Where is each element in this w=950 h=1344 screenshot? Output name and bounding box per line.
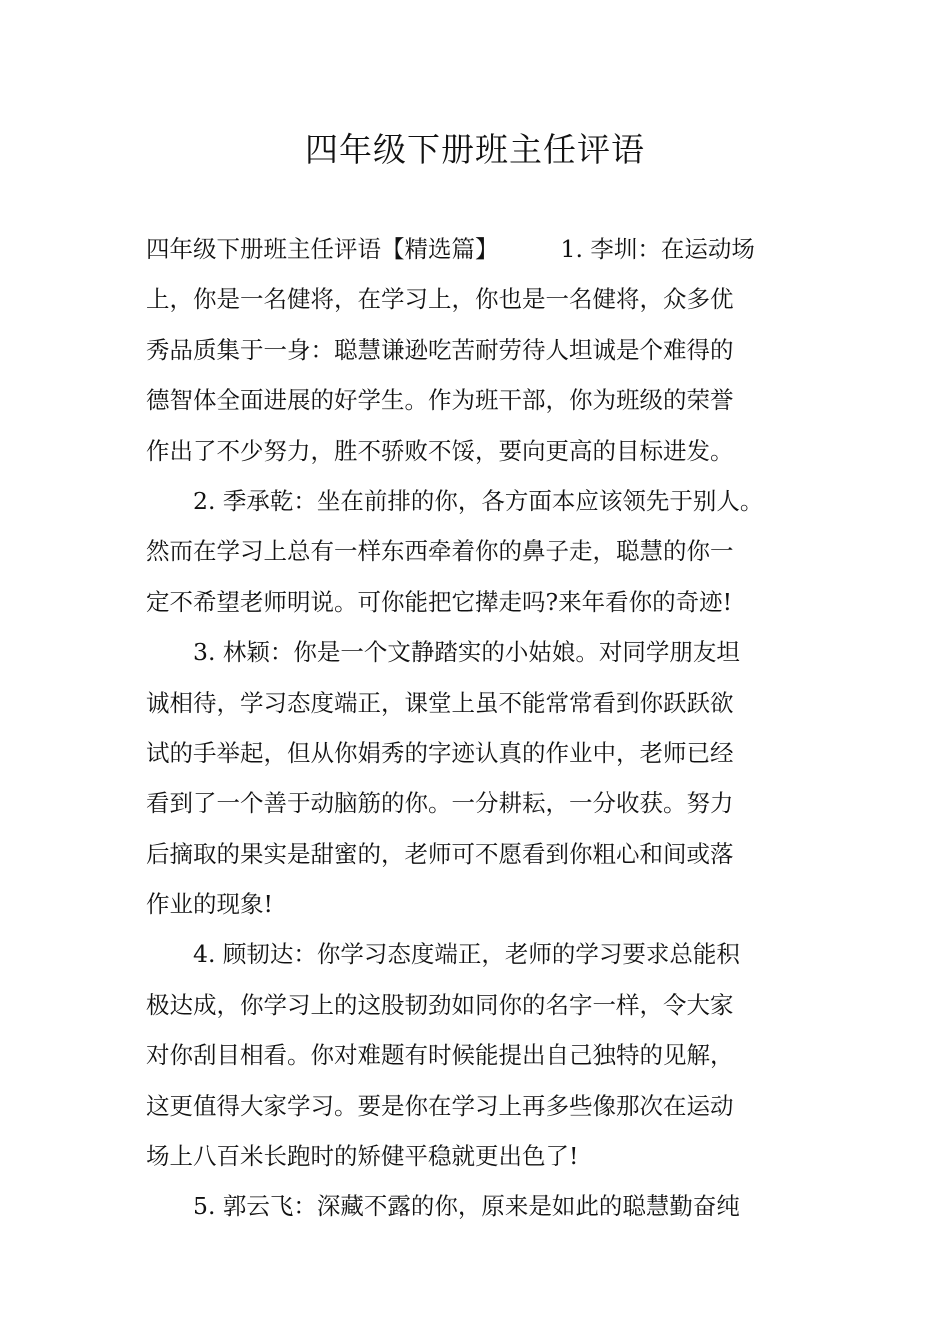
text-line: 看到了一个善于动脑筋的你。一分耕耘，一分收获。努力 [146, 789, 734, 818]
document-body [146, 224, 812, 1232]
text-line: 上，你是一名健将，在学习上，你也是一名健将，众多优 [146, 285, 734, 314]
text-line: 然而在学习上总有一样东西牵着你的鼻子走，聪慧的你一 [146, 537, 734, 566]
text-line: 对你刮目相看。你对难题有时候能提出自己独特的见解， [146, 1041, 734, 1070]
text-segment: 1. 李圳：在运动场 [560, 235, 755, 263]
text-line: 试的手举起，但从你娟秀的字迹认真的作业中，老师已经 [146, 738, 734, 767]
section-heading: 四年级下册班主任评语【精选篇】 [146, 235, 499, 263]
text-line: 2. 季承乾：坐在前排的你，各方面本应该领先于别人。 [193, 486, 764, 515]
text-line: 诚相待，学习态度端正，课堂上虽不能常常看到你跃跃欲 [146, 688, 734, 717]
text-line [146, 224, 812, 274]
text-line: 德智体全面进展的好学生。作为班干部，你为班级的荣誉 [146, 386, 734, 415]
text-line: 秀品质集于一身：聪慧谦逊吃苦耐劳待人坦诚是个难得的 [146, 335, 734, 364]
text-line: 这更值得大家学习。要是你在学习上再多些像那次在运动 [146, 1091, 734, 1120]
text-line: 4. 顾韧达：你学习态度端正，老师的学习要求总能积 [193, 940, 740, 969]
text-line: 定不希望老师明说。可你能把它撵走吗?来年看你的奇迹! [146, 587, 733, 616]
text-line: 场上八百米长跑时的矫健平稳就更出色了! [146, 1142, 579, 1171]
text-line: 5. 郭云飞：深藏不露的你，原来是如此的聪慧勤奋纯 [193, 1192, 740, 1221]
text-line: 作出了不少努力，胜不骄败不馁，要向更高的目标进发。 [146, 436, 734, 465]
text-line: 作业的现象! [146, 890, 273, 919]
document-title: 四年级下册班主任评语 [305, 130, 645, 169]
text-line: 极达成，你学习上的这股韧劲如同你的名字一样，令大家 [146, 990, 734, 1019]
text-line: 3. 林颖：你是一个文静踏实的小姑娘。对同学朋友坦 [193, 638, 740, 667]
text-line: 后摘取的果实是甜蜜的，老师可不愿看到你粗心和间或落 [146, 839, 734, 868]
